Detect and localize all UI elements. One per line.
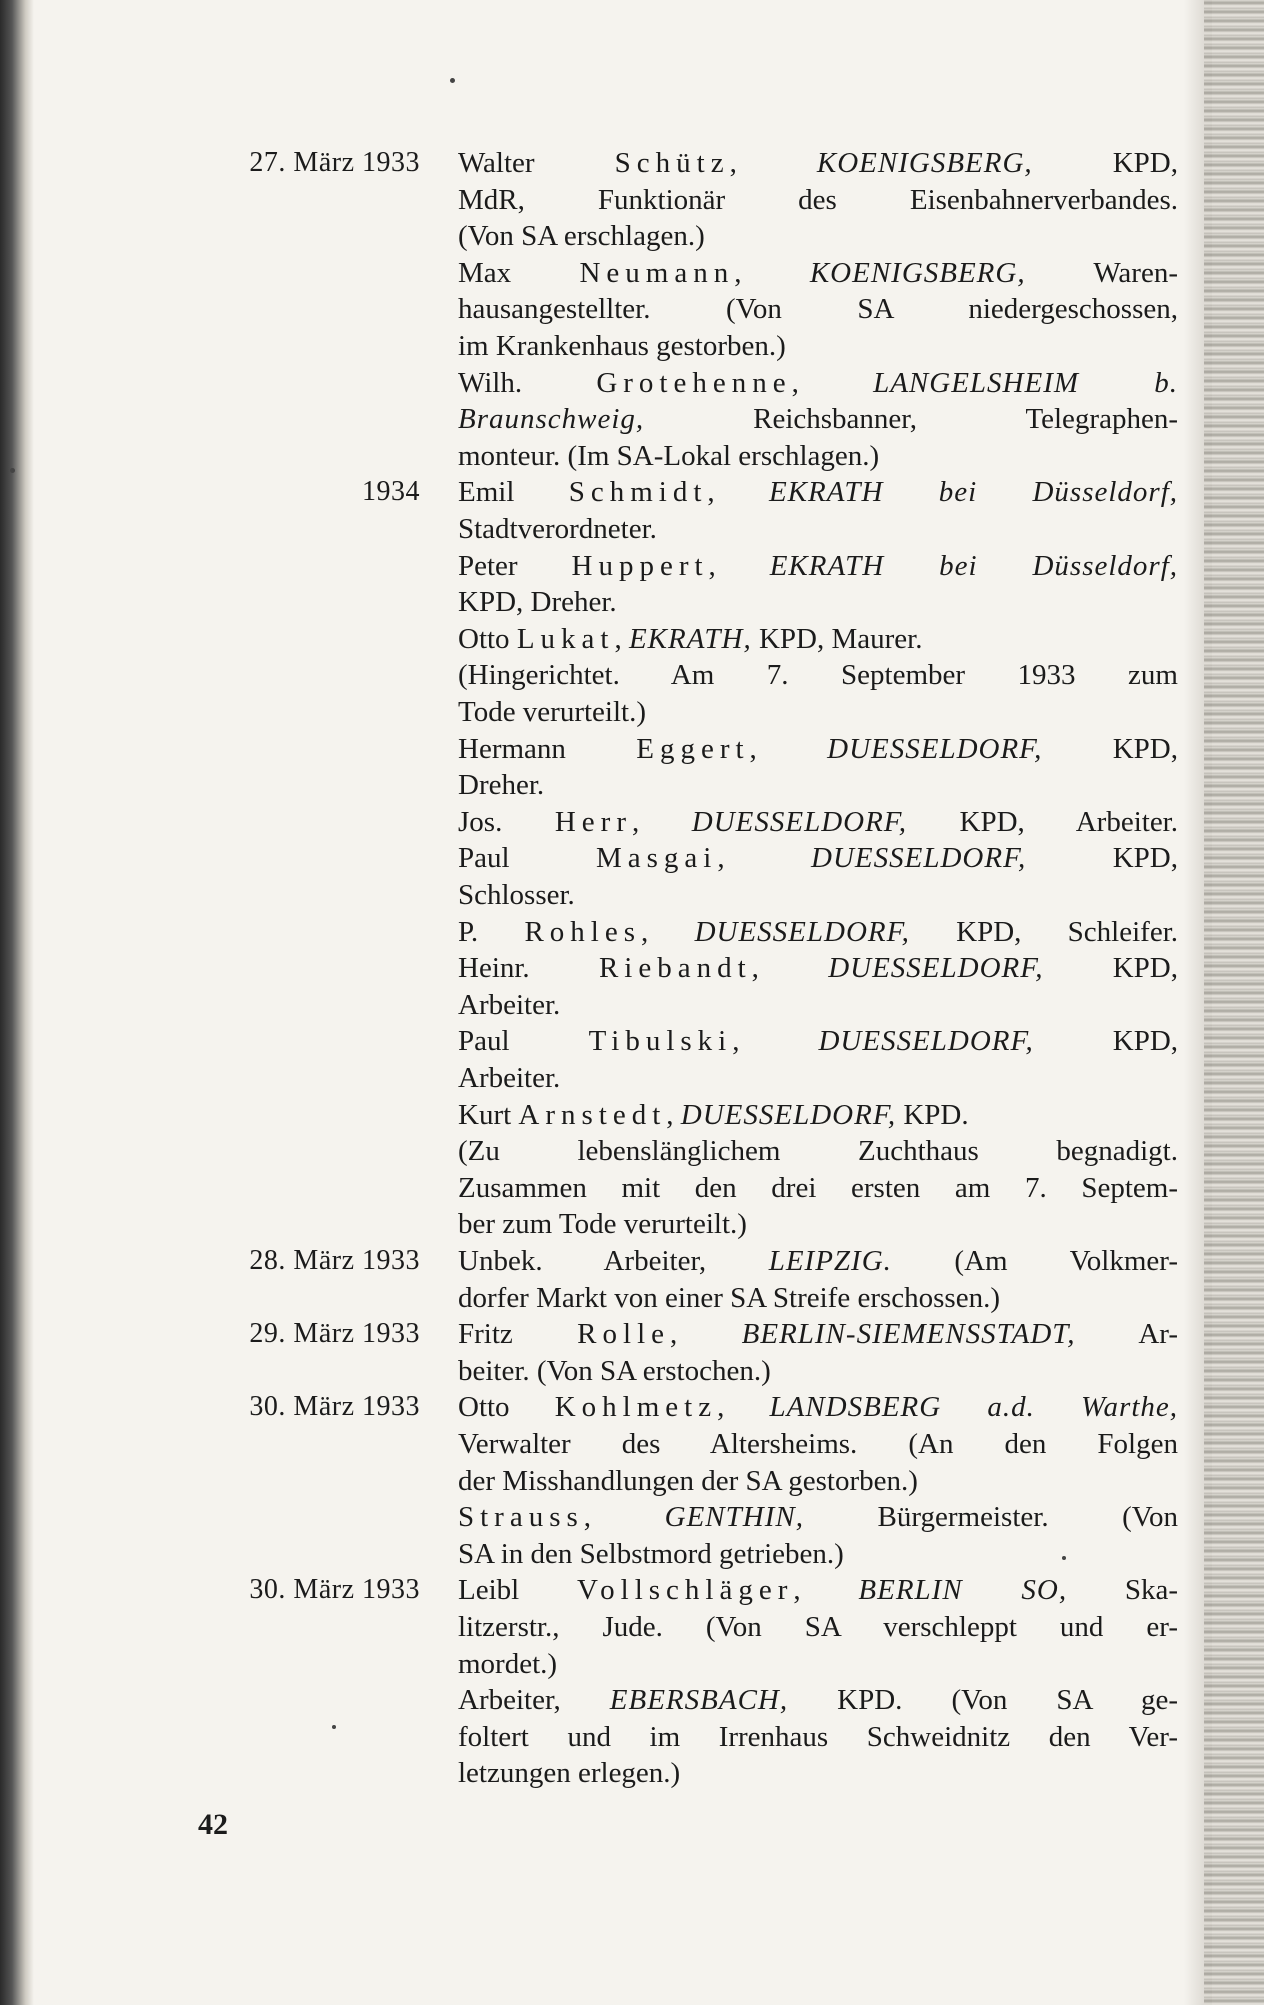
person-name: Tibulski (588, 1025, 733, 1058)
text-run: Dreher. (458, 769, 545, 802)
place-name: BERLIN-SIEMENSSTADT, (741, 1318, 1076, 1351)
text-run: monteur. (Im SA-Lokal erschlagen.) (458, 439, 880, 472)
text-run: Paul (458, 1025, 589, 1058)
text-run: , (583, 1501, 665, 1534)
text-run: (Am Volkmer- (891, 1245, 1178, 1277)
text-run: (Von SA erschlagen.) (458, 220, 705, 253)
place-name: LANDSBERG a.d. Warthe, (769, 1391, 1178, 1424)
person-name: Neumann (579, 256, 735, 289)
text-run: KPD, (1043, 952, 1179, 985)
text-run: KPD, Maurer. (751, 622, 923, 655)
text-run: , (670, 1318, 742, 1351)
text-run: Jos. (458, 805, 555, 838)
person-name: Eggert (636, 732, 750, 765)
text-run: , (708, 549, 770, 582)
entry-date: 27. März 1933 (249, 147, 420, 178)
text-run: Walter (458, 147, 615, 179)
text-run: Wilh. (458, 366, 597, 399)
person-name: Rohles (524, 915, 642, 948)
place-name: GENTHIN, (664, 1501, 804, 1534)
text-run: Schlosser. (458, 879, 575, 911)
place-name: DUESSELDORF, (828, 952, 1044, 985)
place-name: BERLIN SO, (858, 1574, 1068, 1607)
text-run: Ar- (1075, 1318, 1178, 1351)
text-run: KPD, (1032, 147, 1178, 179)
text-run: Peter (458, 549, 572, 582)
place-name: EBERSBACH, (609, 1684, 789, 1717)
text-run: , (641, 915, 695, 948)
entry-date: 1934 (362, 476, 420, 508)
text-run: , (732, 1025, 819, 1058)
text-run: KPD, (1026, 842, 1178, 875)
text-run: Zusammen mit den drei ersten am 7. Septem- (458, 1171, 1178, 1204)
page-gutter-shadow (0, 0, 34, 2005)
text-run: foltert und im Irrenhaus Schweidnitz den Ver- (458, 1720, 1178, 1753)
text-run: KPD, Arbeiter. (907, 805, 1178, 838)
text-run: Kurt (458, 1098, 519, 1131)
place-name: EKRATH, (628, 622, 752, 655)
text-run: Verwalter des Altersheims. (An den Folgen (458, 1428, 1178, 1460)
text-run: Emil (458, 476, 569, 509)
text-run: KPD, Dreher. (458, 586, 617, 619)
text-run: Fritz (458, 1318, 578, 1351)
text-run: beiter. (Von SA erstochen.) (458, 1354, 771, 1387)
text-run: Tode verurteilt.) (458, 696, 647, 728)
text-run: , (631, 805, 692, 838)
text-run: , (793, 1574, 859, 1607)
text-run: Bürgermeister. (Von (803, 1501, 1179, 1534)
text-run: litzerstr., Jude. (Von SA verschleppt und er- (458, 1611, 1178, 1643)
place-name: LANGELSHEIM b. (873, 366, 1179, 399)
text-run: (Hingerichtet. Am 7. September 1933 zum (458, 659, 1178, 692)
text-run: , (749, 732, 828, 765)
text-run: Heinr. (458, 952, 599, 985)
person-name: Vollschläger (576, 1574, 794, 1607)
text-run: , (717, 1391, 770, 1424)
person-name: Grotehenne (596, 366, 792, 399)
text-run: ber zum Tode verurteilt.) (458, 1208, 747, 1241)
text-run: Otto (458, 622, 517, 655)
text-run: P. (458, 915, 525, 948)
person-name: Rolle (577, 1318, 671, 1351)
text-run: Ska- (1067, 1574, 1179, 1607)
person-name: Arnstedt (518, 1098, 667, 1131)
text-run: , (707, 476, 769, 509)
text-run: Max (458, 256, 580, 289)
person-name: Herr (554, 805, 632, 838)
person-name: Kohlmetz (554, 1391, 718, 1424)
place-name: DUESSELDORF, (680, 1098, 897, 1131)
place-name: KOENIGSBERG, (809, 256, 1026, 289)
person-name: Masgai (595, 842, 718, 875)
person-name: Riebandt (598, 952, 752, 985)
page-number: 42 (198, 1808, 228, 1841)
text-run: Unbek. Arbeiter, (458, 1245, 769, 1277)
entry-date: 28. März 1933 (249, 1245, 420, 1276)
person-name: Schmidt (568, 476, 708, 509)
text-run: KPD, Schleifer. (909, 915, 1178, 948)
text-run: , (751, 952, 829, 985)
text-run: , (791, 366, 874, 399)
text-run: letzungen erlegen.) (458, 1757, 681, 1790)
place-name: DUESSELDORF, (691, 805, 908, 838)
place-name: Braunschweig, (458, 403, 645, 436)
text-run: Arbeiter. (458, 1062, 561, 1094)
text-run: , (614, 622, 629, 655)
text-run: Hermann (458, 732, 637, 765)
scan-speck (450, 78, 455, 83)
text-run: , (717, 842, 812, 875)
text-run: Paul (458, 842, 596, 875)
text-run: Leibl (458, 1574, 577, 1607)
place-name: EKRATH bei Düsseldorf, (768, 476, 1178, 509)
person-name: Huppert (571, 549, 709, 582)
text-run: Reichsbanner, Telegraphen- (644, 403, 1178, 436)
text-run: im Krankenhaus gestorben.) (458, 330, 786, 362)
scan-speck (332, 1725, 336, 1729)
text-run: der Misshandlungen der SA gestorben.) (458, 1464, 918, 1497)
text-run: , (734, 256, 810, 289)
place-name: EKRATH bei Düsseldorf, (769, 549, 1178, 582)
text-run: KPD. (Von SA ge- (788, 1684, 1178, 1717)
text-run: KPD, (1042, 732, 1178, 765)
text-run: mordet.) (458, 1647, 558, 1680)
entry-date: 30. März 1933 (249, 1391, 420, 1423)
text-run: hausangestellter. (Von SA niedergeschossen, (458, 293, 1178, 326)
text-run: dorfer Markt von einer SA Streife erschossen.) (458, 1281, 1000, 1314)
text-run: Arbeiter. (458, 988, 561, 1021)
entry-date: 30. März 1933 (249, 1574, 420, 1606)
text-run: SA in den Selbstmord getrieben.) (458, 1537, 844, 1570)
place-name: KOENIGSBERG, (816, 147, 1033, 179)
place-name: DUESSELDORF, (818, 1025, 1034, 1058)
person-name: Schütz (614, 147, 730, 179)
place-name: DUESSELDORF, (694, 915, 910, 948)
person-name: Strauss (458, 1501, 584, 1534)
text-run: Arbeiter, (458, 1684, 610, 1717)
person-name: Lukat (516, 622, 615, 655)
place-name: DUESSELDORF, (811, 842, 1027, 875)
text-run: , (666, 1098, 681, 1131)
text-run: Waren- (1025, 256, 1178, 289)
text-run: Otto (458, 1391, 555, 1424)
text-run: KPD. (896, 1098, 969, 1131)
text-run: Stadtverordneter. (458, 513, 657, 545)
text-run: KPD, (1033, 1025, 1179, 1058)
text-run: , (729, 147, 817, 179)
entry-date: 29. März 1933 (249, 1318, 420, 1350)
place-name: LEIPZIG. (768, 1245, 892, 1277)
text-run: (Zu lebenslänglichem Zuchthaus begnadigt. (458, 1135, 1178, 1168)
place-name: DUESSELDORF, (827, 732, 1043, 765)
entry-text (458, 1752, 1178, 1794)
text-run: MdR, Funktionär des Eisenbahnerverbandes. (458, 183, 1178, 216)
page-edge-texture (1204, 0, 1264, 2005)
